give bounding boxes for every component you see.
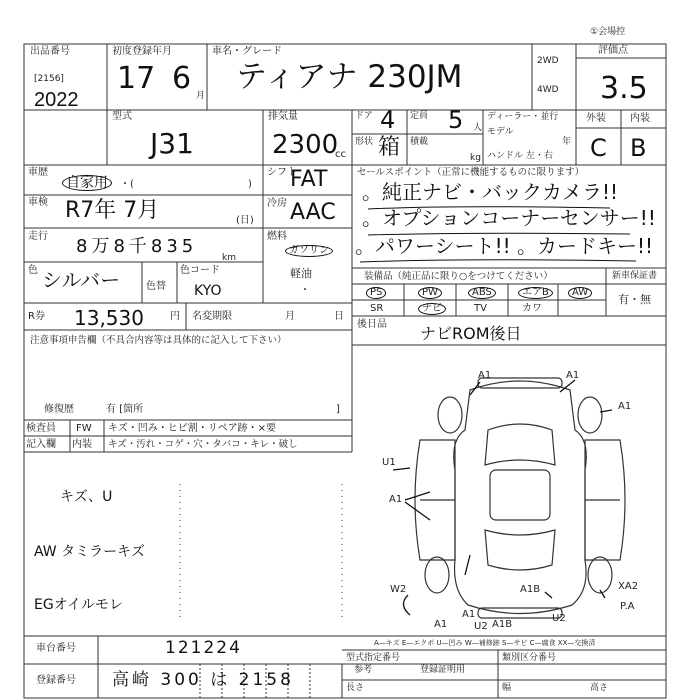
reference-label: 参考 [354,665,373,675]
handnote-2: AW タミラーキズ [34,544,145,560]
inspector-interior: 内装 [72,439,92,450]
model-name: ティアナ 230JM [236,59,463,95]
later-value: ナビROM後日 [420,324,522,343]
history-dot: ・( [120,179,134,190]
color-value: シルバー [42,268,121,292]
drive-2wd: 2WD [537,56,559,66]
equip-tv: TV [474,303,487,314]
fuel-extra: ・ [300,285,310,296]
inspector-fw-items: キズ・凹み・ヒビ割・リペア跡・×要 [108,423,276,434]
inspector-fw: FW [76,423,92,434]
equip-leather: カワ [522,303,542,314]
dealer-label: ディーラー・並行 [487,112,559,122]
fuel-light-oil: 軽油 [290,267,312,280]
inspector-interior-items: キズ・汚れ・コゲ・穴・タバコ・キレ・破し [108,439,298,450]
mark-w2: W2 [390,584,407,595]
mileage-unit: km [222,253,236,263]
equip-aw: AW [568,287,592,299]
name-change-day: 日 [334,311,344,322]
displacement: 2300 [272,130,339,160]
history-close: ) [248,179,252,190]
mark-pa: P.A [620,601,635,612]
score-label: 評価点 [598,45,628,56]
model-year-label: モデル [487,127,514,137]
score-value: 3.5 [600,71,648,106]
lot-id: [2156] [34,74,64,84]
mark-u1: U1 [382,457,396,468]
warranty-value: 有・無 [618,293,651,306]
repair-value: 有 [箇所 [106,404,144,415]
first-reg-label: 初度登録年月 [112,46,172,57]
color-code-label: 色コード [180,265,220,276]
interior-label: 内装 [630,113,650,124]
mark-a1b-right: A1B [520,584,541,595]
registration-label: 登録番号 [36,675,76,686]
reg-cert-label: 登録証明用 [420,665,466,675]
capacity: 5 [448,106,464,134]
payload-unit: kg [470,153,481,163]
mark-u2: U2 [552,613,566,624]
exterior-grade: C [590,134,607,162]
damage-legend: A—キズ E—エクボ U—凹み W—補修跡 S—サビ C—腐食 XX—交換済 [374,639,596,647]
mark-u2-bot: U2 [474,621,488,632]
capacity-label: 定員 [410,111,429,121]
recycle-value: 13,530 [74,306,144,330]
mark-xa2: XA2 [618,581,639,592]
mileage-label: 走行 [28,231,48,242]
interior-grade: B [630,134,647,162]
doors: 4 [380,106,396,134]
class-label: 類別区分番号 [502,653,557,663]
warranty-label: 新車保証書 [612,271,658,281]
shift-value: FAT [290,167,328,192]
mark-a1-top-left: A1 [478,370,492,381]
model-name-label: 車名・グレード [212,46,282,57]
mark-a1b-mid: A1B [492,619,513,630]
width-label: 幅 [502,683,512,693]
recycle-label: R券 [28,311,45,322]
model-year-unit: 年 [562,137,572,147]
corner-label: ①会場控 [590,27,626,37]
mark-a1-bot: A1 [462,609,476,620]
equip-navi: ナビ [418,303,446,315]
inspection-day: (日) [236,215,254,226]
mark-a1-top-right: A1 [566,370,580,381]
registration-value: 高崎 300 は 2158 [112,670,294,690]
repair-label: 修復歴 [44,404,74,415]
displacement-unit: cc [335,149,346,160]
shape-label: 形状 [355,137,374,147]
sales-point-1: 。純正ナビ・バックカメラ!! [362,180,619,204]
chassis-label: 車台番号 [36,643,76,654]
chassis-value: 121224 [165,638,242,658]
name-change-month: 月 [285,311,295,322]
inspection-value: R7年 7月 [65,198,160,223]
fuel-gasoline: ガソリン [285,245,333,257]
handnote-1: キズ、U [60,489,113,505]
mark-a1-bl: A1 [434,619,448,630]
ac-value: AAC [290,200,336,225]
height-label: 高さ [590,683,609,693]
mileage-value: 8万8千835 [76,236,198,257]
inspector-label-2: 記入欄 [26,439,56,450]
equip-sr: SR [370,303,384,314]
equip-abs: ABS [468,287,496,299]
color-change-label: 色替 [146,281,166,292]
lot-number: 2022 [34,89,79,111]
color-label: 色 [28,265,38,276]
handnote-3: EGオイルモレ [34,597,123,613]
name-change-label: 名変期限 [192,311,232,322]
shape: 箱 [378,135,401,160]
length-label: 長さ [346,683,365,693]
type-cert-label: 型式指定番号 [346,653,401,663]
capacity-unit: 人 [473,123,483,133]
inspection-label: 車検 [28,197,48,208]
sales-point-3: 。パワーシート!! 。カードキー!! [355,234,654,258]
drive-4wd: 4WD [537,85,559,95]
displacement-label: 排気量 [268,111,298,122]
equip-pw: PW [418,287,442,299]
handle-label: ハンドル 左・右 [487,151,553,161]
color-code: KYO [194,283,222,299]
mark-a1-left: A1 [389,494,403,505]
fuel-label: 燃料 [267,231,287,242]
car-diagram [415,378,625,618]
model-type-label: 型式 [112,111,132,122]
later-label: 後日品 [357,319,387,330]
equipment-label: 装備品（純正品に限り○をつけてください） [364,271,553,282]
model-type: J31 [150,127,194,160]
equip-ps: PS [366,287,386,299]
history-use: 自家用 [62,175,112,191]
inspector-label-1: 検査員 [26,423,56,434]
first-reg-month: 6 [172,61,192,96]
equip-airbag: エアB [518,287,553,299]
notes-label: 注意事項申告欄（不具合内容等は具体的に記入して下さい） [30,335,287,346]
sales-points-label: セールスポイント（正常に機能するものに限ります） [357,167,585,178]
lot-label: 出品番号 [30,46,70,57]
doors-label: ドア [355,111,373,121]
shift-label: シフト [267,167,297,178]
sales-point-2: 。オプションコーナーセンサー!! [362,206,656,230]
mark-a1-right: A1 [618,401,632,412]
ac-label: 冷房 [267,198,287,209]
first-reg-year: 17 [117,61,156,96]
month-unit: 月 [196,91,206,101]
exterior-label: 外装 [586,113,606,124]
recycle-unit: 円 [170,311,180,322]
history-label: 車歴 [28,167,48,178]
payload-label: 積載 [410,137,429,147]
repair-close: ] [336,404,340,415]
